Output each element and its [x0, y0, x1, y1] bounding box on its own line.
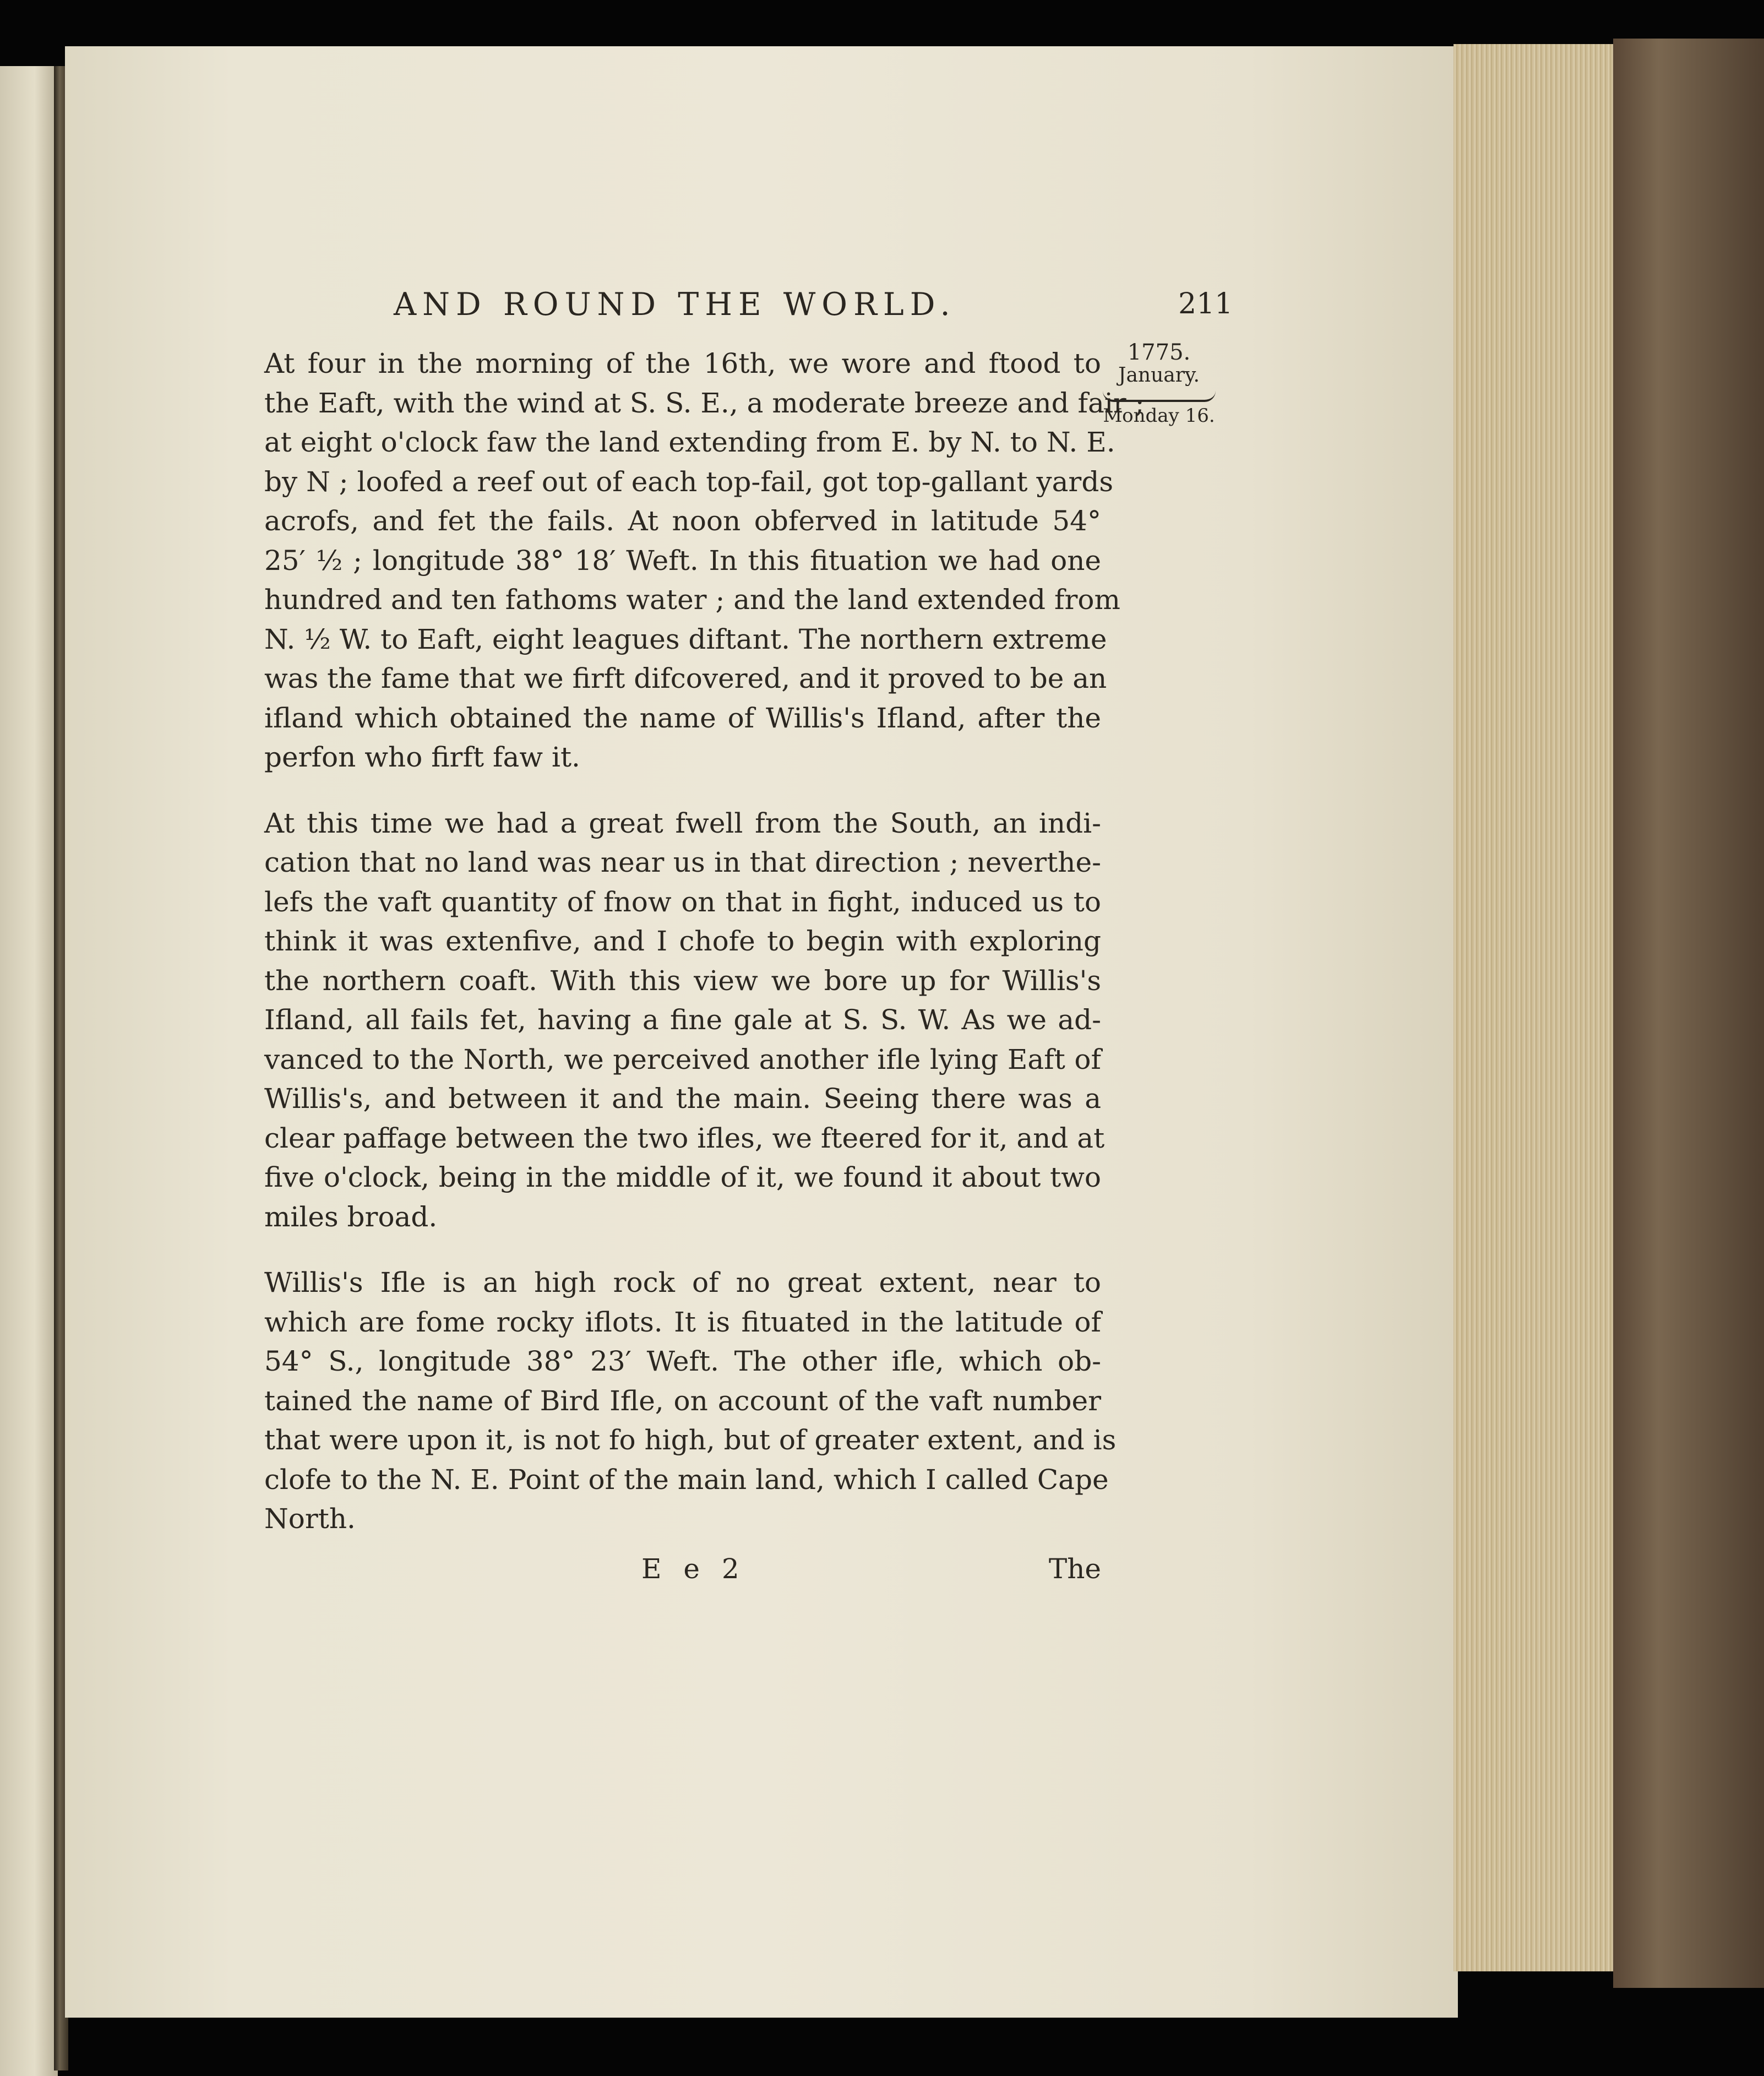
text-line: that were upon it, is not fo high, but of greater extent, and is [264, 1424, 1117, 1456]
text-line: North. [264, 1503, 356, 1535]
text-line: tained the name of Bird Ifle, on account of the vaft number [264, 1384, 1101, 1417]
text-line: cation that no land was near us in that direction ; neverthe- [264, 846, 1101, 878]
running-title: AND ROUND THE WORLD. [394, 286, 956, 323]
text-line: miles broad. [264, 1200, 438, 1233]
text-line: clear paffage between the two ifles, we fteered for it, and at [264, 1122, 1105, 1154]
text-line: perfon who firft faw it. [264, 741, 580, 773]
body-text [264, 344, 1145, 1566]
text-line: Willis's, and between it and the main. Seeing there was a [264, 1083, 1101, 1115]
text-line: lefs the vaft quantity of fnow on that in fight, induced us to [264, 885, 1101, 918]
signature-mark: E e 2 [641, 1553, 746, 1585]
previous-page-edge [0, 66, 58, 2076]
margin-note-day: Monday 16. [1103, 405, 1215, 427]
text-line: at eight o'clock faw the land extending from E. by N. to N. E. [264, 426, 1115, 458]
text-line: Willis's Ifle is an high rock of no great extent, near to [264, 1267, 1101, 1298]
text-line: by N ; loofed a reef out of each top-fail, got top-gallant yards [264, 465, 1113, 498]
paragraph [264, 344, 1145, 778]
text-line: the northern coaft. With this view we bore up for Willis's [264, 964, 1101, 997]
text-line: acrofs, and fet the fails. At noon obferved in latitude 54° [264, 505, 1101, 537]
text-line: the Eaft, with the wind at S. S. E., a moderate breeze and fair ; [264, 387, 1145, 419]
text-line: hundred and ten fathoms water ; and the land extended from [264, 584, 1120, 616]
text-line: 54° S., longitude 38° 23′ Weft. The other ifle, which ob- [264, 1345, 1101, 1377]
margin-note-month: January. [1118, 364, 1200, 387]
text-line: vanced to the North, we perceived another ifle lying Eaft of [264, 1043, 1101, 1075]
page-footer [264, 1553, 1101, 1591]
page-edges [1453, 44, 1619, 1971]
margin-note-year: 1775. [1127, 340, 1191, 365]
text-line: which are fome rocky iflots. It is fituated in the latitude of [264, 1306, 1101, 1338]
paragraph [264, 804, 1105, 1237]
text-line: clofe to the N. E. Point of the main land, which I called Cape [264, 1463, 1109, 1496]
text-line: Ifland, all fails fet, having a fine gale at S. S. W. As we ad- [264, 1004, 1101, 1036]
text-line: N. ½ W. to Eaft, eight leagues diftant. The northern extreme [264, 623, 1107, 655]
text-line: think it was extenfive, and I chofe to begin with exploring [264, 925, 1101, 957]
paragraph [264, 1263, 1117, 1539]
text-line: five o'clock, being in the middle of it, we found it about two [264, 1161, 1101, 1193]
text-line: was the fame that we firft difcovered, and it proved to be an [264, 662, 1107, 694]
text-line: ifland which obtained the name of Willis's Ifland, after the [264, 702, 1101, 734]
text-line: At four in the morning of the 16th, we wore and ftood to [264, 347, 1101, 379]
page-number: 211 [1178, 287, 1233, 320]
text-line: At this time we had a great fwell from the South, an indi- [264, 807, 1101, 839]
book-cover-board [1613, 39, 1764, 1988]
catchword: The [1048, 1553, 1101, 1585]
text-line: 25′ ½ ; longitude 38° 18′ Weft. In this fituation we had one [264, 544, 1101, 577]
